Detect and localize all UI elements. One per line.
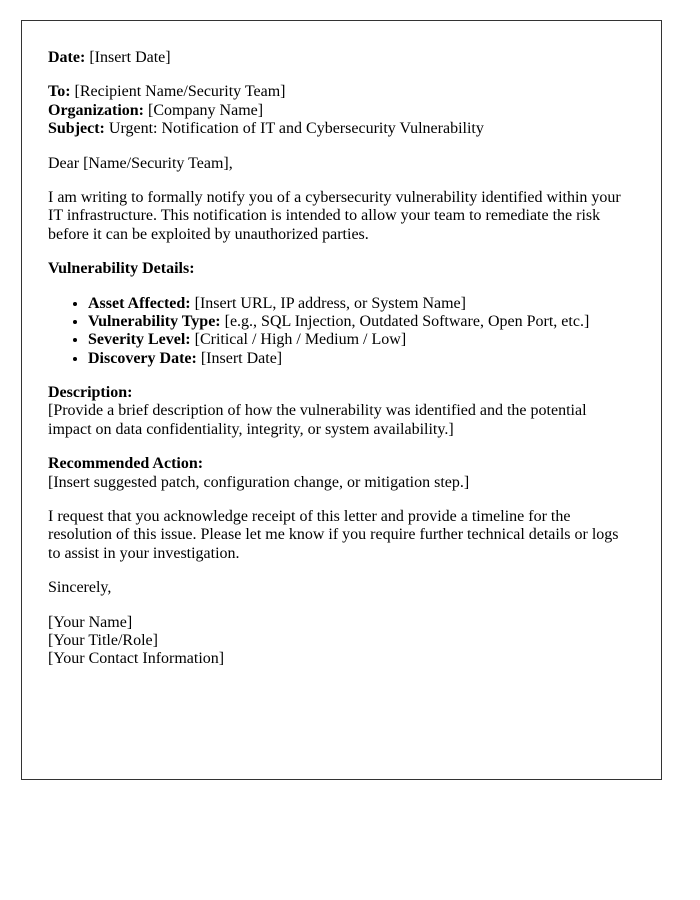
date-label: Date: (48, 49, 86, 66)
detail-item-vulnerability-type (88, 313, 628, 331)
detail-item-severity-level (88, 331, 628, 349)
letter-document (21, 20, 662, 780)
description-section (48, 384, 628, 439)
date-line (48, 49, 628, 67)
asset-affected-value: [Insert URL, IP address, or System Name] (194, 294, 466, 312)
subject-label: Subject: (48, 120, 105, 138)
date-value: [Insert Date] (89, 49, 171, 66)
detail-item-discovery-date (88, 350, 628, 368)
signature-title: [Your Title/Role] (48, 631, 158, 649)
recommended-action-body: [Insert suggested patch, configuration change, or mitigation step.] (48, 473, 470, 491)
to-value: [Recipient Name/Security Team] (74, 83, 286, 101)
closing-paragraph: I request that you acknowledge receipt of this letter and provide a timeline for the resolution of this issue. Please let me know if you require further technical details or logs to assist in your investigation. (48, 508, 619, 562)
detail-item-asset-affected (88, 295, 628, 313)
recommended-action-heading: Recommended Action: (48, 455, 204, 473)
intro-paragraph: I am writing to formally notify you of a cybersecurity vulnerability identified within your IT infrastructure. This notification is intended to allow your team to remediate the risk before it can be exploited by unauthorized parties. (48, 188, 621, 243)
organization-label: Organization: (48, 101, 144, 119)
description-body: [Provide a brief description of how the vulnerability was identified and the potential impact on data confidentiality, integrity, or system availability.] (48, 402, 587, 438)
to-label: To: (48, 83, 71, 101)
severity-level-label: Severity Level: (88, 331, 191, 349)
severity-level-value: [Critical / High / Medium / Low] (194, 331, 407, 349)
organization-value: [Company Name] (148, 101, 264, 119)
vulnerability-details-heading (48, 260, 628, 278)
vulnerability-type-label: Vulnerability Type: (88, 312, 221, 330)
vulnerability-details-heading-text: Vulnerability Details: (48, 260, 195, 278)
discovery-date-value: [Insert Date] (200, 349, 283, 367)
signature-block (48, 614, 628, 669)
vulnerability-type-value: [e.g., SQL Injection, Outdated Software, Open Port, etc.] (224, 312, 590, 330)
signature-contact: [Your Contact Information] (48, 650, 225, 668)
signature-name: [Your Name] (48, 613, 133, 631)
recipient-block (48, 83, 628, 138)
description-heading: Description: (48, 384, 133, 402)
sign-off: Sincerely, (48, 579, 112, 597)
recommended-action-section (48, 455, 628, 492)
discovery-date-label: Discovery Date: (88, 349, 197, 367)
vulnerability-details-list (48, 295, 628, 369)
subject-value: Urgent: Notification of IT and Cybersecurity Vulnerability (108, 120, 484, 138)
asset-affected-label: Asset Affected: (88, 294, 191, 312)
salutation: Dear [Name/Security Team], (48, 154, 233, 172)
